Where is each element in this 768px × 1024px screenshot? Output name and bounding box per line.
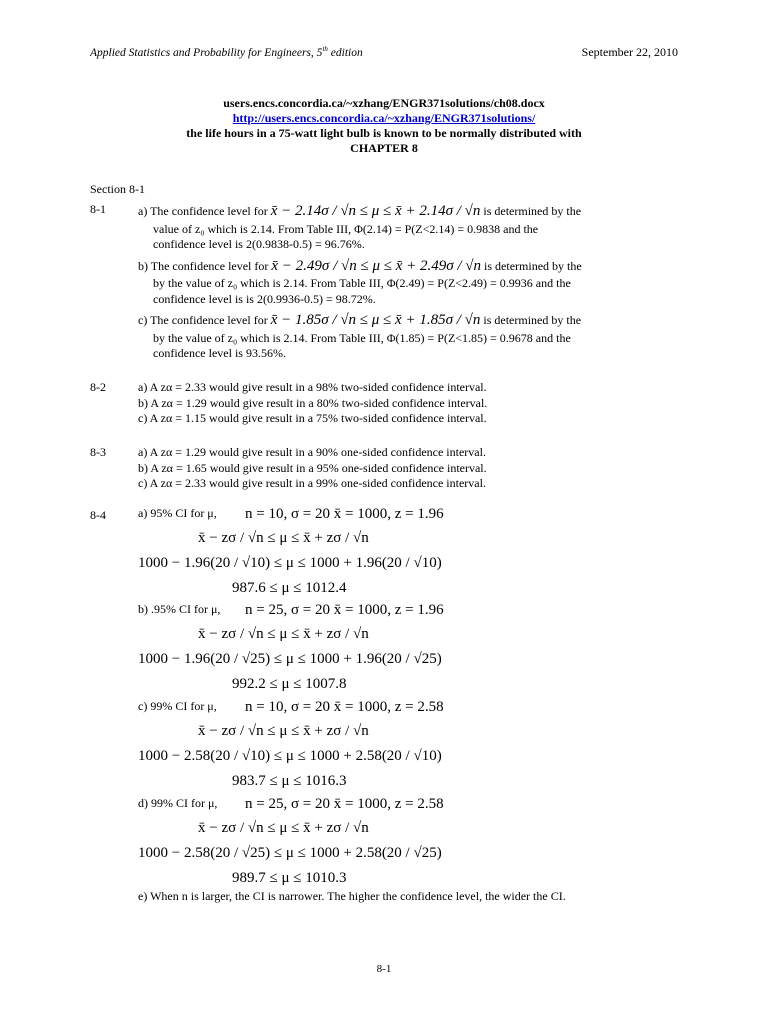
document-title [90,96,678,156]
problem-body [138,202,668,362]
part-a-general-formula: x̄ − zσ / √n ≤ μ ≤ x̄ + zσ / √n [198,530,369,546]
part-c-result: 983.7 ≤ μ ≤ 1016.3 [232,773,347,789]
part-a: a) A zα = 2.33 would give result in a 98% two-sided confidence interval. [138,380,487,394]
part-d-label: d) 99% CI for μ, [138,796,218,810]
part-c-line2: by the value of z₀ which is 2.14. From Table III, Φ(1.85) = P(Z<1.85) = 0.9678 and the [153,330,571,345]
part-a-equation: x̄ − 2.14σ / √n ≤ μ ≤ x̄ + 2.14σ / √n [270,203,481,219]
problem-number: 8-4 [90,508,106,522]
part-c-params: n = 10, σ = 20 x̄ = 1000, z = 2.58 [245,699,444,715]
part-b-label: b) .95% CI for μ, [138,602,221,616]
part-d-general-formula: x̄ − zσ / √n ≤ μ ≤ x̄ + zσ / √n [198,820,369,836]
section-heading: Section 8-1 [90,182,145,196]
part-c-tail: is determined by the [483,313,582,328]
part-c: c) A zα = 2.33 would give result in a 99% one-sided confidence interval. [138,476,486,491]
part-d-substitution: 1000 − 2.58(20 / √25) ≤ μ ≤ 1000 + 2.58(20 / √25) [138,845,442,861]
part-a-substitution: 1000 − 1.96(20 / √10) ≤ μ ≤ 1000 + 1.96(20 / √10) [138,555,442,571]
book-title-text: Applied Statistics and Probability for Engineers, 5 [90,46,323,59]
title-file-path: users.encs.concordia.ca/~xzhang/ENGR371solutions/ch08.docx [223,96,545,110]
problem-body [138,445,668,492]
part-a-line1 [138,202,668,222]
part-c: c) A zα = 1.15 would give result in a 75% two-sided confidence interval. [138,411,487,426]
problem-number: 8-2 [90,380,106,394]
part-a-line2: value of z₀ which is 2.14. From Table III, Φ(2.14) = P(Z<2.14) = 0.9838 and the [153,221,539,236]
edition-superscript: th [322,45,328,53]
part-b-intro: b) The confidence level for [138,258,269,273]
part-c-substitution: 1000 − 2.58(20 / √10) ≤ μ ≤ 1000 + 2.58(20 / √10) [138,748,442,764]
part-b-result: 992.2 ≤ μ ≤ 1007.8 [232,676,347,692]
part-d-params: n = 25, σ = 20 x̄ = 1000, z = 2.58 [245,796,444,812]
part-c-label: c) 99% CI for μ, [138,699,217,713]
header-book-title [90,45,363,61]
problem-8-4 [90,508,668,908]
part-a-intro: a) The confidence level for [138,204,268,218]
part-b: b) A zα = 1.29 would give result in a 80% two-sided confidence interval. [138,395,488,410]
problem-body [138,380,668,427]
part-a: a) A zα = 1.29 would give result in a 90% one-sided confidence interval. [138,445,486,459]
part-d-result: 989.7 ≤ μ ≤ 1010.3 [232,870,347,886]
part-a-tail: is determined by the [483,204,582,218]
part-b-line1 [138,257,668,277]
part-a-result: 987.6 ≤ μ ≤ 1012.4 [232,580,347,596]
part-a-params: n = 10, σ = 20 x̄ = 1000, z = 1.96 [245,506,444,522]
part-e-conclusion: e) When n is larger, the CI is narrower. The higher the confidence level, the wider the CI. [138,889,566,903]
title-description: the life hours in a 75-watt light bulb is known to be normally distributed with [186,126,582,140]
part-b-params: n = 25, σ = 20 x̄ = 1000, z = 1.96 [245,602,444,618]
part-b-line2: by the value of z₀ which is 2.14. From Table III, Φ(2.49) = P(Z<2.49) = 0.9936 and the [153,276,571,291]
part-b: b) A zα = 1.65 would give result in a 95% one-sided confidence interval. [138,460,487,475]
part-a-label: a) 95% CI for μ, [138,506,217,520]
part-b-substitution: 1000 − 1.96(20 / √25) ≤ μ ≤ 1000 + 1.96(20 / √25) [138,651,442,667]
part-b-general-formula: x̄ − zσ / √n ≤ μ ≤ x̄ + zσ / √n [198,626,369,642]
edition-word: edition [327,46,363,59]
part-b-tail: is determined by the [484,258,582,273]
problem-number: 8-3 [90,445,106,459]
title-link[interactable]: http://users.encs.concordia.ca/~xzhang/ENGR371solutions/ [232,111,536,125]
part-c-line1 [138,311,668,331]
part-c-line3: confidence level is 93.56%. [153,346,286,361]
page-number: 8-1 [376,963,392,975]
header-date: September 22, 2010 [581,45,678,59]
part-b-equation: x̄ − 2.49σ / √n ≤ μ ≤ x̄ + 2.49σ / √n [271,257,482,274]
part-c-equation: x̄ − 1.85σ / √n ≤ μ ≤ x̄ + 1.85σ / √n [270,312,481,329]
part-c-intro: c) The confidence level for [138,313,268,328]
problem-number: 8-1 [90,202,106,216]
chapter-heading: CHAPTER 8 [350,141,418,155]
part-b-line3: confidence level is is 2(0.9936-0.5) = 98.72%. [153,291,376,306]
part-c-general-formula: x̄ − zσ / √n ≤ μ ≤ x̄ + zσ / √n [198,723,369,739]
part-a-line3: confidence level is 2(0.9838-0.5) = 96.76%. [153,237,365,252]
